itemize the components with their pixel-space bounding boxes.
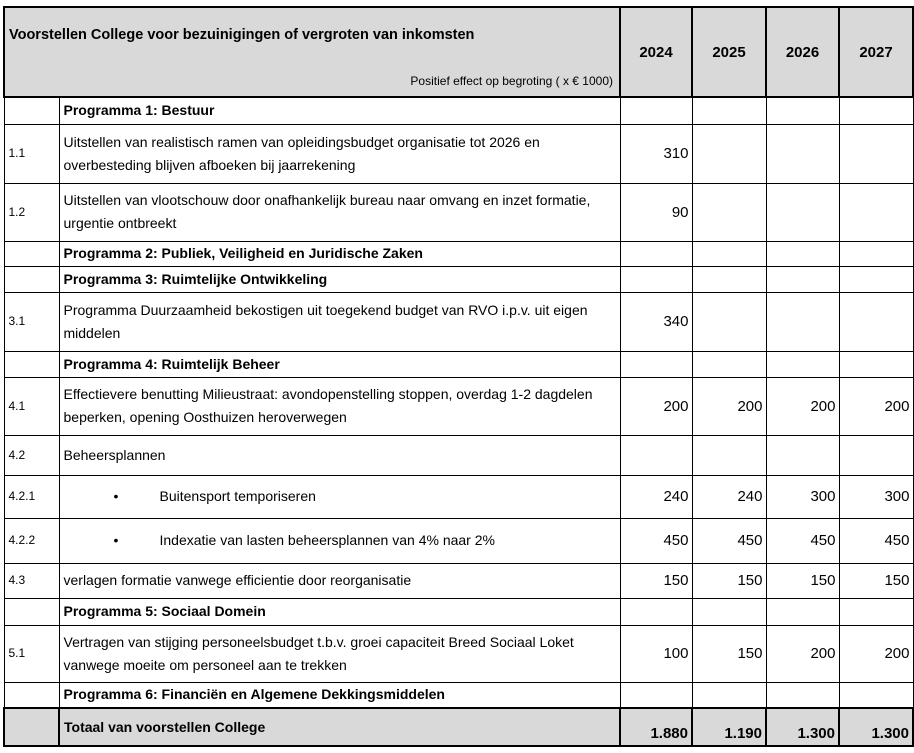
row-code xyxy=(4,351,59,377)
row-description: Effectievere benutting Milieustraat: avondopenstelling stoppen, overdag 1-2 dagdelen beperken, opening Oosthuizen heroverwegen xyxy=(59,377,620,435)
table-title: Voorstellen College voor bezuinigingen of vergroten van inkomsten xyxy=(9,27,475,43)
row-code xyxy=(4,598,59,625)
total-2025: 1.190 xyxy=(692,708,766,746)
value-2027 xyxy=(839,183,913,241)
program-row xyxy=(4,598,913,625)
total-2026: 1.300 xyxy=(766,708,839,746)
value-2024: 310 xyxy=(620,124,692,183)
value-2026 xyxy=(766,241,839,266)
value-2025 xyxy=(692,435,766,475)
program-row xyxy=(4,241,913,266)
row-description: Programma 6: Financiën en Algemene Dekkingsmiddelen xyxy=(59,682,620,708)
value-2025: 150 xyxy=(692,625,766,682)
table-row xyxy=(4,518,913,563)
value-2024 xyxy=(620,351,692,377)
value-2025 xyxy=(692,266,766,292)
row-description: Beheersplannen xyxy=(59,435,620,475)
value-2025 xyxy=(692,183,766,241)
row-description: verlagen formatie vanwege efficientie door reorganisatie xyxy=(59,563,620,598)
value-2024: 450 xyxy=(620,518,692,563)
value-2024: 340 xyxy=(620,292,692,351)
row-description xyxy=(59,518,620,563)
value-2026 xyxy=(766,266,839,292)
value-2024 xyxy=(620,598,692,625)
value-2026 xyxy=(766,351,839,377)
value-2027 xyxy=(839,241,913,266)
value-2026: 200 xyxy=(766,377,839,435)
value-2025: 150 xyxy=(692,563,766,598)
value-2025 xyxy=(692,682,766,708)
table-row xyxy=(4,377,913,435)
value-2027 xyxy=(839,266,913,292)
table-row xyxy=(4,475,913,518)
total-row xyxy=(4,708,913,746)
year-header-2026: 2026 xyxy=(766,7,839,97)
value-2026: 200 xyxy=(766,625,839,682)
value-2026: 300 xyxy=(766,475,839,518)
value-2024: 240 xyxy=(620,475,692,518)
value-2026: 150 xyxy=(766,563,839,598)
value-2026 xyxy=(766,97,839,124)
value-2026 xyxy=(766,598,839,625)
value-2027 xyxy=(839,682,913,708)
header-row xyxy=(4,7,913,97)
value-2024: 100 xyxy=(620,625,692,682)
bullet-icon: • xyxy=(113,487,119,504)
row-description: Programma 3: Ruimtelijke Ontwikkeling xyxy=(59,266,620,292)
row-code xyxy=(4,97,59,124)
table-row xyxy=(4,124,913,183)
row-code: 1.2 xyxy=(4,183,59,241)
row-description-text: Buitensport temporiseren xyxy=(159,488,316,504)
table-row xyxy=(4,183,913,241)
value-2025: 200 xyxy=(692,377,766,435)
row-code xyxy=(4,266,59,292)
table-row xyxy=(4,435,913,475)
value-2027: 200 xyxy=(839,625,913,682)
program-row xyxy=(4,266,913,292)
value-2024 xyxy=(620,682,692,708)
row-code: 4.3 xyxy=(4,563,59,598)
value-2025 xyxy=(692,598,766,625)
row-code xyxy=(4,241,59,266)
value-2026 xyxy=(766,124,839,183)
value-2027: 300 xyxy=(839,475,913,518)
value-2025: 450 xyxy=(692,518,766,563)
total-2027: 1.300 xyxy=(839,708,913,746)
value-2024: 200 xyxy=(620,377,692,435)
total-label: Totaal van voorstellen College xyxy=(59,708,620,746)
value-2027 xyxy=(839,351,913,377)
row-description-text: Indexatie van lasten beheersplannen van 4% naar 2% xyxy=(159,532,495,548)
value-2026 xyxy=(766,183,839,241)
bullet-icon: • xyxy=(113,531,119,548)
year-header-2025: 2025 xyxy=(692,7,766,97)
row-code: 3.1 xyxy=(4,292,59,351)
value-2024 xyxy=(620,435,692,475)
value-2025 xyxy=(692,241,766,266)
total-2024: 1.880 xyxy=(620,708,692,746)
row-description: Uitstellen van vlootschouw door onafhankelijk bureau naar omvang en inzet formatie, urgentie ontbreekt xyxy=(59,183,620,241)
table-subtitle: Positief effect op begroting ( x € 1000) xyxy=(410,74,613,88)
value-2024 xyxy=(620,241,692,266)
value-2025 xyxy=(692,292,766,351)
header-title-cell xyxy=(4,7,620,97)
row-description: Programma 5: Sociaal Domein xyxy=(59,598,620,625)
row-description: Uitstellen van realistisch ramen van opleidingsbudget organisatie tot 2026 en overbesteding blijven afboeken bij jaarrekening xyxy=(59,124,620,183)
row-description xyxy=(59,475,620,518)
table-row xyxy=(4,292,913,351)
row-description: Programma Duurzaamheid bekostigen uit toegekend budget van RVO i.p.v. uit eigen middelen xyxy=(59,292,620,351)
value-2026 xyxy=(766,682,839,708)
value-2024: 90 xyxy=(620,183,692,241)
value-2024 xyxy=(620,97,692,124)
value-2025 xyxy=(692,97,766,124)
value-2025 xyxy=(692,124,766,183)
table-row xyxy=(4,625,913,682)
value-2027 xyxy=(839,598,913,625)
row-code: 5.1 xyxy=(4,625,59,682)
value-2025 xyxy=(692,351,766,377)
value-2027 xyxy=(839,97,913,124)
row-code: 4.2 xyxy=(4,435,59,475)
value-2026: 450 xyxy=(766,518,839,563)
value-2027 xyxy=(839,435,913,475)
row-code: 1.1 xyxy=(4,124,59,183)
value-2027 xyxy=(839,124,913,183)
program-row xyxy=(4,682,913,708)
program-row xyxy=(4,97,913,124)
program-row xyxy=(4,351,913,377)
value-2024 xyxy=(620,266,692,292)
table-row xyxy=(4,563,913,598)
value-2027: 200 xyxy=(839,377,913,435)
budget-table xyxy=(3,6,914,747)
row-description: Programma 2: Publiek, Veiligheid en Juridische Zaken xyxy=(59,241,620,266)
year-header-2024: 2024 xyxy=(620,7,692,97)
row-code: 4.2.1 xyxy=(4,475,59,518)
value-2024: 150 xyxy=(620,563,692,598)
row-code: 4.2.2 xyxy=(4,518,59,563)
row-description: Programma 4: Ruimtelijk Beheer xyxy=(59,351,620,377)
value-2026 xyxy=(766,435,839,475)
total-code xyxy=(4,708,59,746)
value-2027: 150 xyxy=(839,563,913,598)
row-code xyxy=(4,682,59,708)
value-2027 xyxy=(839,292,913,351)
row-code: 4.1 xyxy=(4,377,59,435)
value-2025: 240 xyxy=(692,475,766,518)
value-2026 xyxy=(766,292,839,351)
row-description: Programma 1: Bestuur xyxy=(59,97,620,124)
row-description: Vertragen van stijging personeelsbudget t.b.v. groei capaciteit Breed Sociaal Loket vanwege moeite om personeel aan te trekken xyxy=(59,625,620,682)
value-2027: 450 xyxy=(839,518,913,563)
year-header-2027: 2027 xyxy=(839,7,913,97)
